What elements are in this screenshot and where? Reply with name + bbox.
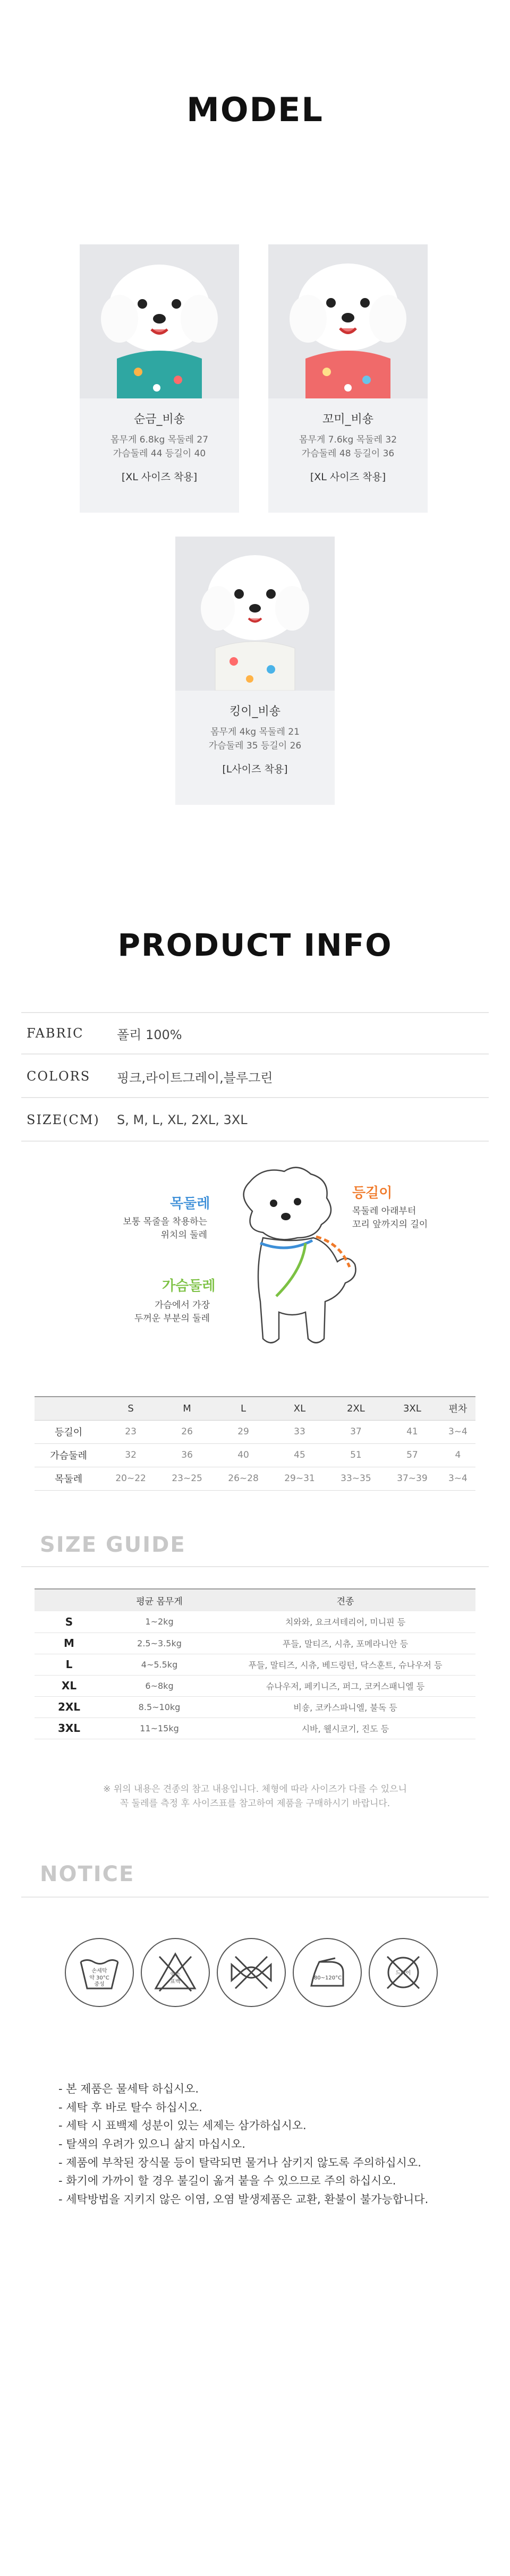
table-cell: 3~4 <box>440 1467 475 1490</box>
model-section-title: MODEL <box>186 90 324 129</box>
guide-size: 3XL <box>35 1718 104 1739</box>
table-cell: 51 <box>328 1443 384 1467</box>
back-desc-line: 꼬리 앞까지의 길이 <box>352 1219 428 1230</box>
fabric-row <box>21 1012 489 1055</box>
size-col-header: 편차 <box>440 1397 475 1420</box>
notice-title: NOTICE <box>40 1862 135 1886</box>
table-row <box>35 1420 475 1443</box>
colors-label: COLORS <box>27 1069 91 1084</box>
row-label: 가슴둘레 <box>35 1443 103 1467</box>
size-col-header: S <box>103 1397 159 1420</box>
neck-desc-line: 위치의 둘레 <box>160 1229 207 1240</box>
notice-list <box>58 2080 473 2208</box>
no-wring-icon <box>217 1938 286 2007</box>
size-row <box>21 1099 489 1142</box>
guide-breed: 푸들, 말티즈, 시츄, 베드링턴, 닥스훈트, 슈나우저 등 <box>215 1654 475 1675</box>
table-row <box>35 1654 475 1675</box>
guide-breed: 치와와, 요크셔테리어, 미니핀 등 <box>215 1611 475 1633</box>
list-item: - 제품에 부착된 장식물 등이 탈락되면 물거나 삼키지 않도록 주의하십시오. <box>58 2156 421 2169</box>
colors-row <box>21 1056 489 1098</box>
table-cell: 33 <box>271 1420 328 1443</box>
model-stat: 가슴둘레 44 등길이 40 <box>113 448 206 459</box>
model-card-1 <box>80 244 239 513</box>
chest-callout-title: 가슴둘레 <box>162 1278 216 1294</box>
guide-breed: 시바, 웰시코기, 진도 등 <box>215 1718 475 1739</box>
guide-size: 2XL <box>35 1696 104 1718</box>
fabric-label: FABRIC <box>27 1026 84 1041</box>
size-guide-table <box>35 1588 475 1739</box>
fabric-value: 폴리 100% <box>117 1027 182 1042</box>
model-fit-size: [XL 사이즈 착용] <box>121 471 198 483</box>
model-card-3 <box>175 537 335 805</box>
model-fit-size: [L사이즈 착용] <box>222 763 288 775</box>
iron-icon <box>293 1938 362 2007</box>
guide-breed: 비숑, 코카스파니엘, 불독 등 <box>215 1696 475 1718</box>
table-cell: 4 <box>440 1443 475 1467</box>
guide-size: L <box>35 1654 104 1675</box>
back-callout-title: 등길이 <box>352 1185 393 1201</box>
guide-size: XL <box>35 1675 104 1696</box>
neck-callout-title: 목둘레 <box>170 1196 210 1212</box>
table-row <box>35 1718 475 1739</box>
size-value: S, M, L, XL, 2XL, 3XL <box>117 1112 248 1127</box>
model-name: 킹이_비숑 <box>229 705 280 718</box>
guide-weight: 1~2kg <box>104 1611 215 1633</box>
size-col-header: L <box>215 1397 271 1420</box>
table-row <box>35 1611 475 1633</box>
model-photo-3 <box>175 537 335 691</box>
note-line: 꼭 둘레를 측정 후 사이즈표를 참고하여 제품을 구매하시기 바랍니다. <box>120 1798 390 1809</box>
guide-col-header: 평균 몸무게 <box>104 1589 215 1611</box>
no-dryclean-icon <box>369 1938 438 2007</box>
divider <box>21 1566 489 1567</box>
model-stat: 가슴둘레 48 등길이 36 <box>301 448 395 459</box>
guide-table-header <box>35 1589 475 1611</box>
size-table-header <box>35 1397 475 1420</box>
guide-weight: 4~5.5kg <box>104 1654 215 1675</box>
divider <box>21 1897 489 1898</box>
list-item: - 화기에 가까이 할 경우 불길이 옮겨 붙을 수 있으므로 주의 하십시오. <box>58 2174 396 2188</box>
table-cell: 23 <box>103 1420 159 1443</box>
guide-weight: 11~15kg <box>104 1718 215 1739</box>
chest-desc-line: 두꺼운 부분의 둘레 <box>134 1313 210 1324</box>
table-cell: 57 <box>384 1443 440 1467</box>
table-cell: 37 <box>328 1420 384 1443</box>
table-cell: 26 <box>159 1420 215 1443</box>
size-table-corner <box>35 1397 103 1420</box>
row-label: 목둘레 <box>35 1467 103 1490</box>
row-label: 등길이 <box>35 1420 103 1443</box>
size-col-header: XL <box>271 1397 328 1420</box>
back-callout-desc <box>352 1205 428 1231</box>
chest-callout-desc <box>112 1299 210 1325</box>
model-name: 순금_비숑 <box>133 413 185 426</box>
guide-weight: 8.5~10kg <box>104 1696 215 1718</box>
table-cell: 36 <box>159 1443 215 1467</box>
size-col-header: M <box>159 1397 215 1420</box>
size-col-header: 2XL <box>328 1397 384 1420</box>
table-row <box>35 1696 475 1718</box>
neck-callout-desc <box>112 1215 207 1242</box>
model-stat: 몸무게 7.6kg 목둘레 32 <box>299 435 397 445</box>
table-cell: 41 <box>384 1420 440 1443</box>
chest-desc-line: 가슴에서 가장 <box>155 1300 210 1311</box>
care-text: 약 30°C <box>89 1975 109 1981</box>
size-guide-title: SIZE GUIDE <box>40 1533 186 1557</box>
guide-breed: 슈나우저, 페키니즈, 퍼그, 코커스패니엘 등 <box>215 1675 475 1696</box>
list-item: - 본 제품은 물세탁 하십시오. <box>58 2082 199 2095</box>
guide-col-header: 견종 <box>215 1589 475 1611</box>
size-col-header: 3XL <box>384 1397 440 1420</box>
table-cell: 45 <box>271 1443 328 1467</box>
model-photo-1 <box>80 244 239 398</box>
table-cell: 29 <box>215 1420 271 1443</box>
table-cell: 3~4 <box>440 1420 475 1443</box>
model-card-2 <box>268 244 428 513</box>
care-text: 드라이 <box>395 1970 411 1976</box>
list-item: - 탈색의 우려가 있으니 삶지 마십시오. <box>58 2137 245 2150</box>
table-cell: 26~28 <box>215 1467 271 1490</box>
model-stat: 몸무게 4kg 목둘레 21 <box>210 727 300 737</box>
table-cell: 37~39 <box>384 1467 440 1490</box>
care-text: 80~120°C <box>313 1975 342 1981</box>
table-cell: 23~25 <box>159 1467 215 1490</box>
hand-wash-icon <box>65 1938 134 2007</box>
no-bleach-icon <box>141 1938 210 2007</box>
size-guide-note <box>0 1782 510 1811</box>
care-text: 손세탁 <box>91 1968 107 1974</box>
note-line: ※ 위의 내용은 견종의 참고 내용입니다. 체형에 따라 사이즈가 다를 수 있으니 <box>103 1784 407 1795</box>
neck-desc-line: 보통 목줄을 착용하는 <box>123 1217 207 1227</box>
guide-size: M <box>35 1633 104 1654</box>
care-text: 중성 <box>94 1982 105 1987</box>
dog-diagram <box>212 1163 372 1355</box>
table-cell: 40 <box>215 1443 271 1467</box>
table-cell: 32 <box>103 1443 159 1467</box>
guide-weight: 2.5~3.5kg <box>104 1633 215 1654</box>
guide-col-header <box>35 1589 104 1611</box>
size-measure-table <box>35 1396 475 1491</box>
list-item: - 세탁방법을 지키지 않은 이염, 오염 발생제품은 교환, 환불이 불가능합니다. <box>58 2192 429 2206</box>
table-row <box>35 1633 475 1654</box>
table-cell: 33~35 <box>328 1467 384 1490</box>
model-name: 꼬미_비숑 <box>322 413 373 426</box>
care-text: 표백 <box>170 1979 181 1985</box>
model-fit-size: [XL 사이즈 착용] <box>310 471 386 483</box>
colors-value: 핑크,라이트그레이,블루그린 <box>117 1070 273 1085</box>
product-info-title: PRODUCT INFO <box>117 927 393 963</box>
table-row <box>35 1675 475 1696</box>
guide-size: S <box>35 1611 104 1633</box>
list-item: - 세탁 후 바로 탈수 하십시오. <box>58 2101 202 2114</box>
table-cell: 29~31 <box>271 1467 328 1490</box>
back-desc-line: 목둘레 아래부터 <box>352 1206 416 1217</box>
model-stat: 몸무게 6.8kg 목둘레 27 <box>110 435 209 445</box>
guide-breed: 푸들, 말티즈, 시츄, 포메라니안 등 <box>215 1633 475 1654</box>
model-photo-2 <box>268 244 428 398</box>
model-stat: 가슴둘레 35 등길이 26 <box>208 740 302 751</box>
care-text: 염소 <box>170 1972 181 1978</box>
size-label: SIZE(CM) <box>27 1112 100 1127</box>
table-cell: 20~22 <box>103 1467 159 1490</box>
table-row <box>35 1443 475 1467</box>
guide-weight: 6~8kg <box>104 1675 215 1696</box>
list-item: - 세탁 시 표백제 성분이 있는 세제는 삼가하십시오. <box>58 2119 307 2132</box>
table-row <box>35 1467 475 1490</box>
